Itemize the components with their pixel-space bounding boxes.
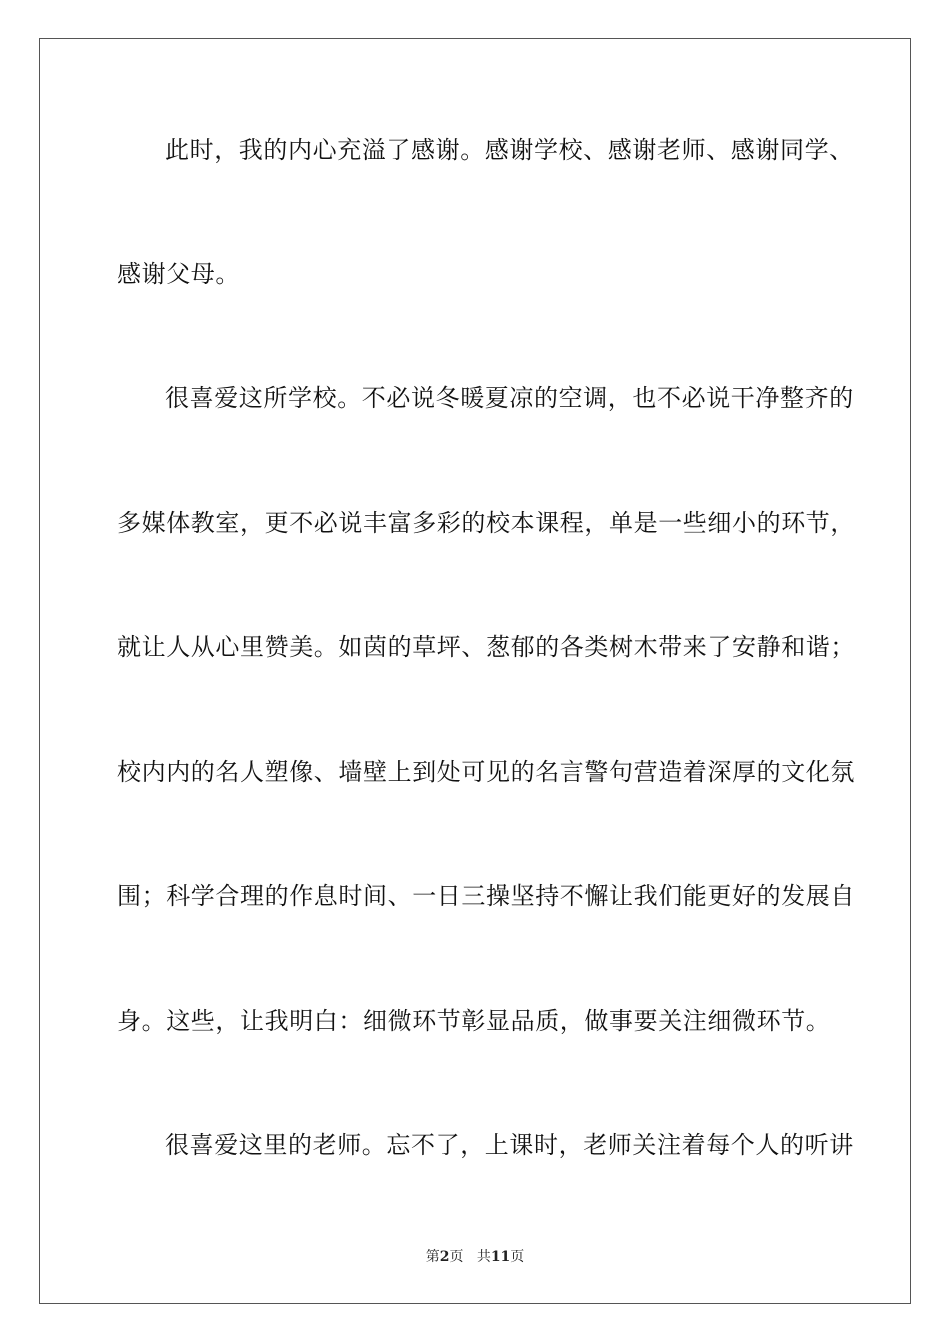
paragraph-line: 很喜爱这所学校。不必说冬暖夏凉的空调，也不必说干净整齐的 (165, 384, 854, 412)
page-prefix: 第 (425, 1249, 440, 1265)
page-footer (0, 1248, 950, 1266)
page-border (39, 38, 911, 1304)
paragraph-line: 此时，我的内心充溢了感谢。感谢学校、感谢老师、感谢同学、 (165, 136, 854, 164)
page-number: 2 (439, 1249, 450, 1265)
total-suffix: 页 (510, 1249, 525, 1265)
paragraph-line: 感谢父母。 (117, 260, 240, 288)
paragraph-line: 身。这些，让我明白：细微环节彰显品质，做事要关注细微环节。 (117, 1007, 831, 1035)
paragraph-line: 就让人从心里赞美。如茵的草坪、葱郁的各类树木带来了安静和谐； (117, 633, 855, 661)
paragraph-line: 校内内的名人塑像、墙壁上到处可见的名言警句营造着深厚的文化氛 (117, 758, 855, 786)
total-prefix: 共 (476, 1249, 491, 1265)
paragraph-line: 多媒体教室，更不必说丰富多彩的校本课程，单是一些细小的环节， (117, 509, 855, 537)
page-suffix: 页 (449, 1249, 464, 1265)
total-pages: 11 (490, 1249, 511, 1265)
paragraph-line: 围；科学合理的作息时间、一日三操坚持不懈让我们能更好的发展自 (117, 882, 855, 910)
paragraph-line: 很喜爱这里的老师。忘不了，上课时，老师关注着每个人的听讲 (165, 1131, 854, 1159)
